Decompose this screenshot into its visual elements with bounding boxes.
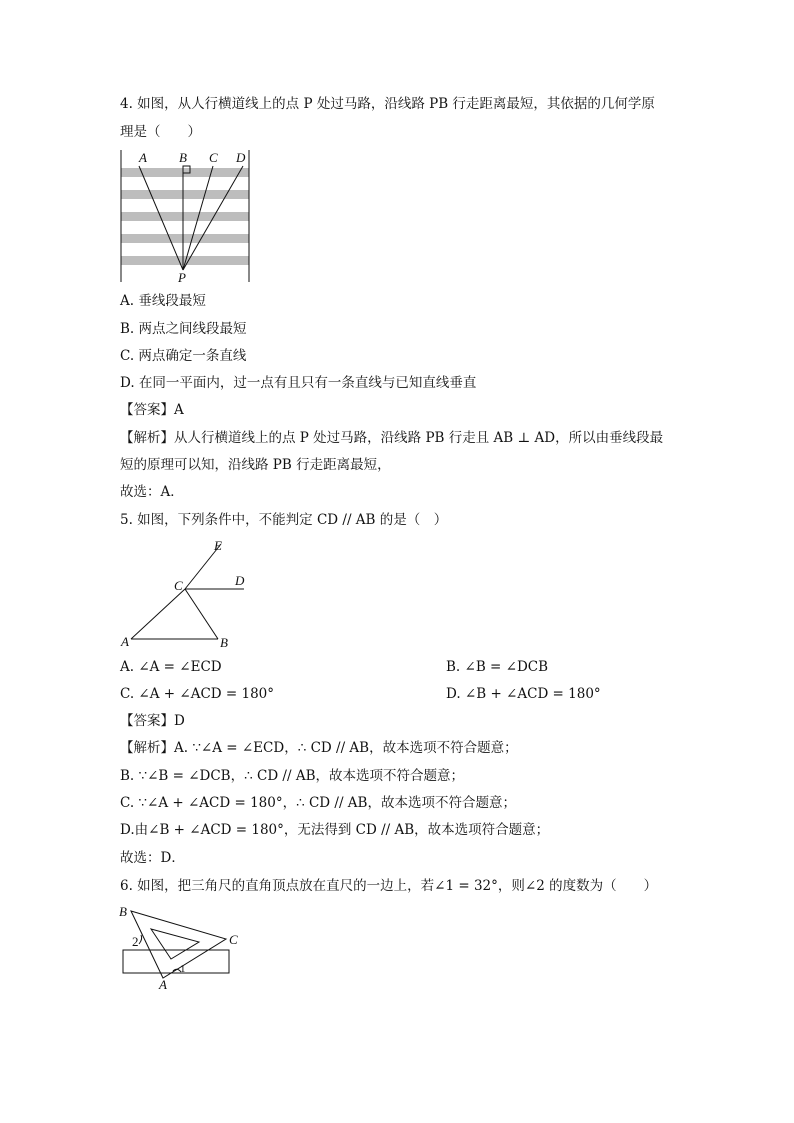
q4-option-c: C. 两点确定一条直线 bbox=[120, 348, 247, 364]
label-angle-1: 1 bbox=[180, 963, 186, 975]
q6-triangle-ruler-figure bbox=[116, 902, 248, 992]
q5-analysis-c: C. ∵∠A + ∠ACD = 180°，∴ CD // AB，故本选项不符合题意； bbox=[120, 795, 516, 811]
q5-analysis-a: 【解析】A. ∵∠A = ∠ECD，∴ CD // AB，故本选项不符合题意； bbox=[120, 740, 518, 756]
label-b: B bbox=[179, 150, 187, 165]
q4-option-b: B. 两点之间线段最短 bbox=[120, 321, 247, 337]
q4-option-a: A. 垂线段最短 bbox=[120, 293, 206, 309]
label-a: A bbox=[139, 150, 147, 165]
label-p: P bbox=[178, 270, 186, 285]
label-a: A bbox=[159, 977, 167, 992]
q4-stem-line2: 理是（ ） bbox=[120, 124, 201, 140]
q5-analysis-b: B. ∵∠B = ∠DCB，∴ CD // AB，故本选项不符合题意； bbox=[120, 768, 464, 784]
label-b: B bbox=[220, 635, 228, 650]
label-angle-2: 2 bbox=[132, 934, 139, 949]
label-b: B bbox=[119, 904, 127, 919]
q4-analysis-line2: 短的原理可以知，沿线路 PB 行走距离最短， bbox=[120, 457, 391, 473]
label-d: D bbox=[235, 573, 245, 588]
label-c: C bbox=[229, 932, 238, 947]
q4-answer: 【答案】A bbox=[120, 402, 184, 418]
q5-option-d: D. ∠B + ∠ACD = 180° bbox=[446, 686, 601, 702]
q5-parallel-figure bbox=[118, 536, 258, 650]
q4-analysis-line1: 【解析】从人行横道线上的点 P 处过马路，沿线路 PB 行走且 AB ⊥ AD，所以由垂线段最 bbox=[120, 430, 664, 446]
q5-stem: 5. 如图，下列条件中，不能判定 CD // AB 的是（ ） bbox=[120, 512, 448, 528]
q5-choice: 故选：D． bbox=[120, 850, 185, 866]
q5-analysis-d: D.由∠B + ∠ACD = 180°，无法得到 CD // AB，故本选项符合题意； bbox=[120, 822, 550, 838]
q5-option-a: A. ∠A = ∠ECD bbox=[120, 659, 222, 675]
q4-choice: 故选：A． bbox=[120, 484, 184, 500]
label-c: C bbox=[209, 150, 218, 165]
label-c: C bbox=[174, 578, 183, 593]
q4-stem-line1: 4. 如图，从人行横道线上的点 P 处过马路，沿线路 PB 行走距离最短，其依据的几何学原 bbox=[120, 96, 655, 112]
label-a: A bbox=[121, 634, 129, 649]
q4-option-d: D. 在同一平面内，过一点有且只有一条直线与已知直线垂直 bbox=[120, 375, 477, 391]
q5-option-b: B. ∠B = ∠DCB bbox=[446, 659, 549, 675]
crosswalk-stripes bbox=[121, 168, 249, 265]
q5-option-c: C. ∠A + ∠ACD = 180° bbox=[120, 686, 275, 702]
q6-stem: 6. 如图，把三角尺的直角顶点放在直尺的一边上，若∠1 = 32°，则∠2 的度数为（ ） bbox=[120, 878, 658, 894]
q4-crosswalk-figure bbox=[118, 148, 254, 286]
label-d: D bbox=[236, 150, 246, 165]
set-square bbox=[131, 911, 226, 978]
q5-answer: 【答案】D bbox=[120, 713, 185, 729]
label-e: E bbox=[214, 538, 222, 553]
